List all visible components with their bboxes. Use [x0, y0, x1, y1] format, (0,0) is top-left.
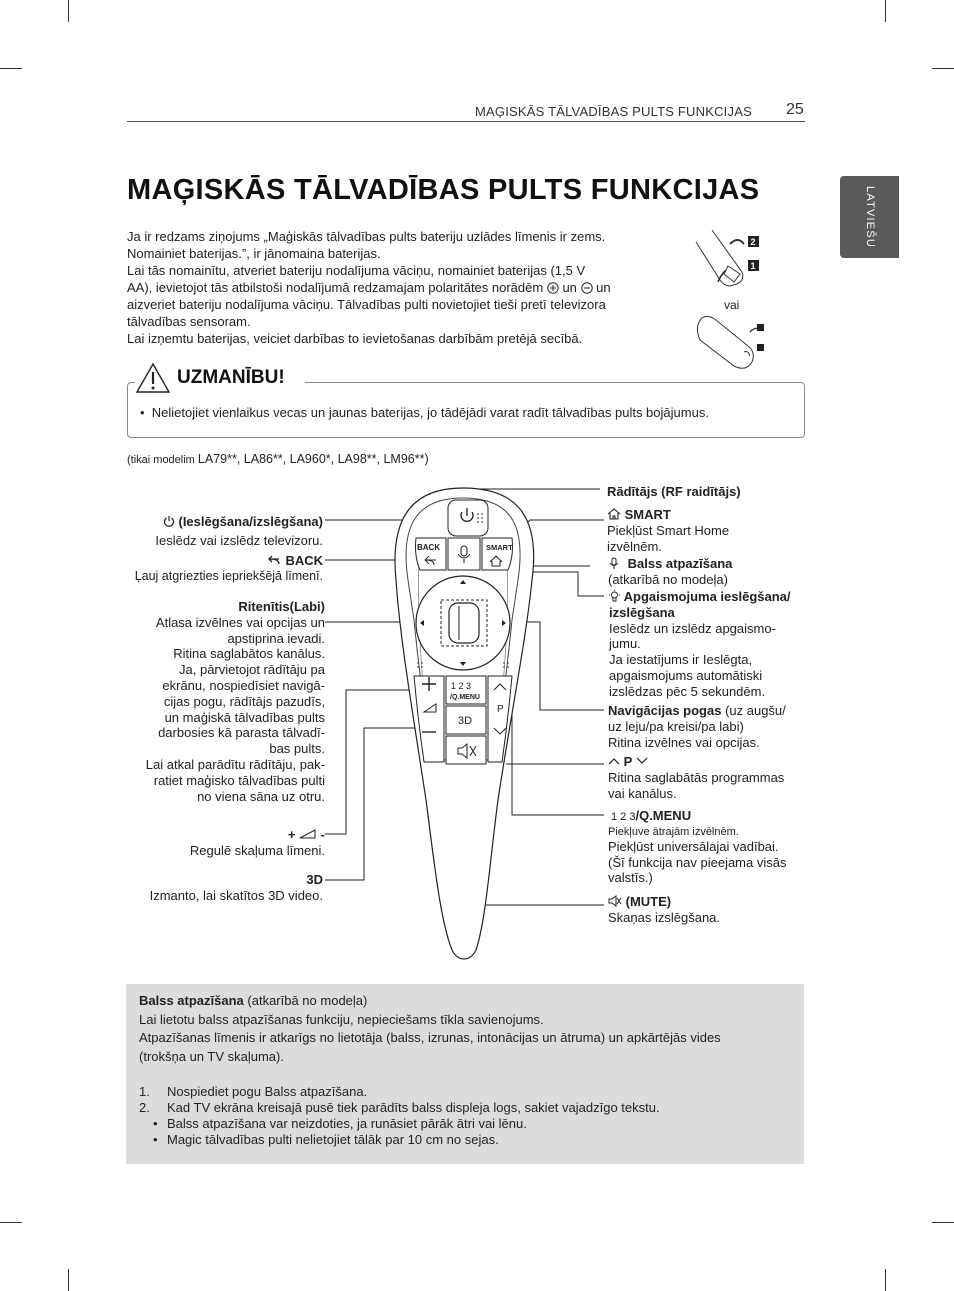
power-icon — [163, 515, 175, 527]
voice-bullet — [139, 1132, 799, 1148]
light-bulb-icon — [609, 590, 620, 602]
crop-mark — [885, 1269, 886, 1291]
back-desc: Ļauj atgriezties iepriekšējā līmenī. — [134, 568, 323, 583]
volume-label — [100, 827, 325, 859]
nav-title-rest: (uz augšu/ — [721, 703, 786, 718]
crop-mark — [0, 1222, 22, 1223]
back-title: BACK — [285, 553, 323, 568]
wheel-line: bas pults. — [269, 741, 325, 757]
wheel-line: no viena sāna uz otru. — [197, 788, 325, 804]
threed-button[interactable] — [446, 706, 486, 734]
crop-mark — [932, 1222, 954, 1223]
step-badge-1: 1 — [750, 261, 756, 271]
qmenu-small-desc: Piekļuve ātrajām izvēlnēm. — [608, 825, 739, 838]
chevron-up-icon — [608, 757, 620, 765]
mute-title: (MUTE) — [625, 894, 672, 909]
light-line: Ja iestatījums ir Ieslēgta, — [609, 652, 753, 668]
spacer — [139, 1066, 799, 1084]
voice-info-content — [139, 992, 799, 1148]
mute-button[interactable] — [446, 736, 486, 764]
voice-step-num: 2. — [139, 1100, 150, 1115]
wheel-title: Ritenītis(Labi) — [238, 599, 325, 614]
intro-line-part: un — [562, 280, 577, 295]
channel-title-row — [608, 754, 784, 770]
light-label — [609, 589, 791, 700]
bullet-dot: • — [153, 1116, 158, 1131]
voice-info-p1: Lai lietotu balss atpazīšanas funkciju, nepieciešams tīkla savienojums. — [139, 1011, 544, 1027]
volume-plus-text: + — [287, 827, 296, 842]
channel-p-label: P — [497, 704, 504, 715]
voice-step — [139, 1100, 799, 1116]
crop-mark — [68, 1269, 69, 1291]
wheel-line: ekrānu, nospiedīsiet navigā- — [162, 677, 325, 693]
microphone-icon — [608, 557, 620, 570]
language-tab-label: LATVIEŠU — [863, 186, 876, 248]
wheel-line: un maģiskā tālvadības pults — [164, 709, 325, 725]
light-title: Apgaismojuma ieslēgšana/ — [623, 589, 791, 604]
smart-line: Piekļūst Smart Home — [607, 522, 730, 538]
light-line: izslēdzas pēc 5 sekundēm. — [609, 683, 766, 699]
intro-line-part: un — [596, 280, 611, 295]
bullet-dot: • — [153, 1132, 158, 1147]
threed-desc: Izmanto, lai skatītos 3D video. — [149, 887, 323, 903]
leader-line-vol — [325, 690, 424, 834]
light-line: apgaismojums automātiski — [609, 667, 763, 683]
wheel-label — [100, 599, 325, 804]
channel-line: vai kanālus. — [608, 785, 677, 801]
smart-title-row — [607, 507, 729, 523]
threed-label — [100, 872, 323, 904]
light-line: Ieslēdz un izslēdz apgaismo- — [609, 620, 776, 636]
intro-line-part: AA), ievietojot tās atbilstoši nodalījumā redzamajam polaritātes norādēm — [127, 280, 544, 295]
wheel-line: Ja, pārvietojot rādītāju pa — [179, 662, 325, 678]
volume-icon — [299, 829, 317, 839]
power-button[interactable] — [448, 500, 488, 536]
voice-title: Balss atpazīšana — [627, 556, 733, 571]
volume-desc: Regulē skaļuma līmeni. — [189, 842, 325, 858]
caution-bullet-text: Nelietojiet vienlaikus vecas un jaunas baterijas, jo tādējādi varat radīt tālvadības pults bojājumus. — [151, 405, 709, 420]
voice-title-row — [608, 556, 732, 572]
qmenu-button[interactable] — [446, 676, 486, 704]
voice-step-text: Nospiediet pogu Balss atpazīšana. — [167, 1084, 368, 1099]
caution-title: UZMANĪBU! — [171, 367, 295, 389]
pointer-title: Rādītājs (RF raidītājs) — [607, 484, 741, 499]
home-icon — [607, 508, 621, 520]
back-label — [100, 553, 323, 585]
wheel-line: cijas pogu, rādītājs pazudīs, — [163, 693, 325, 709]
running-header: MAĢISKĀS TĀLVADĪBAS PULTS FUNKCIJAS — [475, 104, 752, 119]
channel-title: P — [623, 754, 633, 769]
voice-bullet — [139, 1116, 799, 1132]
voice-step-num: 1. — [139, 1084, 150, 1099]
wheel-line: apstiprina ievadi. — [227, 630, 325, 646]
qmenu-title-row — [608, 808, 786, 826]
light-title-2: izslēgšana — [609, 604, 675, 620]
bullet-dot: • — [140, 405, 152, 420]
intro-line: Ja ir redzams ziņojums „Maģiskās tālvadības pults bateriju uzlādes līmenis ir zems. — [127, 229, 606, 244]
qmenu-line: (Šī funkcija nav pieejama visās — [608, 854, 787, 870]
wheel-line: Ritina saglabātos kanālus. — [173, 646, 325, 662]
qmenu-line: Piekļūst universālajai vadībai. — [608, 838, 779, 854]
page-number: 25 — [786, 101, 804, 118]
qmenu-label — [608, 808, 786, 886]
nav-title: Navigācijas pogas — [608, 703, 722, 718]
leader-line-light — [530, 572, 604, 596]
voice-step-text: Kad TV ekrāna kreisajā pusē tiek parādīts balss displeja logs, sakiet vajadzīgo tekstu. — [167, 1100, 660, 1115]
pointer-label — [607, 484, 741, 500]
intro-line: Lai tās nomainītu, atveriet bateriju nodalījuma vāciņu, nomainiet baterijas (1,5 V — [127, 263, 586, 278]
step-badge-2: 2 — [750, 237, 756, 247]
light-line: jumu. — [609, 636, 641, 652]
power-desc: Ieslēdz vai izslēdz televizoru. — [155, 532, 323, 548]
voice-desc: (atkarībā no modeļa) — [608, 571, 728, 587]
voice-button[interactable] — [448, 538, 480, 570]
wheel-line: ratiet maģisko tālvadības pulti — [153, 772, 325, 788]
mute-title-row — [608, 894, 720, 910]
back-title-row — [100, 553, 323, 569]
smart-button-label: SMART — [486, 543, 513, 552]
wheel-line: Lai atkal parādītu rādītāju, pak- — [145, 756, 325, 772]
back-button[interactable] — [416, 538, 447, 570]
nav-title-row — [608, 703, 786, 719]
nav-line: Ritina izvēlnes vai opcijas. — [608, 734, 760, 750]
back-arrow-icon — [266, 554, 282, 566]
models-note-list: LA79**, LA86**, LA960*, LA98**, LM96**) — [197, 452, 429, 466]
mute-desc: Skaņas izslēgšana. — [608, 909, 721, 925]
smart-title: SMART — [624, 507, 671, 522]
voice-info-box — [126, 984, 804, 1164]
power-title: (Ieslēgšana/izslēgšana) — [178, 514, 323, 529]
threed-title: 3D — [306, 872, 323, 887]
leader-line-nav — [512, 622, 604, 710]
qmenu-line: valstīs.) — [608, 870, 653, 886]
qmenu-digits-label: 1 2 3 — [451, 681, 472, 691]
mute-label — [608, 894, 720, 926]
chevron-down-icon — [636, 757, 648, 765]
models-note-prefix: (tikai modelim — [127, 454, 198, 466]
qmenu-digits: 1 2 3 — [611, 811, 636, 823]
power-label — [100, 514, 323, 549]
voice-bullet-text: Magic tālvadības pulti nelietojiet tālāk par 10 cm no sejas. — [167, 1132, 499, 1147]
channel-label — [608, 754, 784, 801]
or-label: vai — [724, 298, 740, 312]
volume-minus-text: - — [320, 827, 325, 842]
wheel-line: darbosies kā parasta tālvadī- — [158, 725, 325, 741]
intro-line: aizveriet bateriju nodalījuma vāciņu. Tālvadības pulti novietojiet tieši pretī televizora — [127, 297, 606, 312]
voice-info-title — [139, 992, 799, 1011]
channel-line: Ritina saglabātās programmas — [608, 769, 785, 785]
light-title-row — [609, 589, 791, 605]
page-title: MAĢISKĀS TĀLVADĪBAS PULTS FUNKCIJAS — [127, 174, 760, 206]
qmenu-label: /Q.MENU — [450, 694, 480, 701]
volume-title-row — [100, 827, 325, 843]
voice-bullet-text: Balss atpazīšana var neizdoties, ja runāsiet pārāk ātri vai lēnu. — [167, 1116, 527, 1131]
voice-info-title-bold: Balss atpazīšana — [139, 993, 244, 1008]
smart-label — [607, 507, 729, 554]
nav-label — [608, 703, 786, 750]
intro-line: tālvadības sensoram. — [127, 314, 251, 329]
voice-info-title-rest: (atkarībā no modeļa) — [243, 993, 368, 1008]
intro-line: Lai izņemtu baterijas, veiciet darbības to ievietošanas darbībām pretējā secībā. — [127, 331, 583, 346]
smart-line: izvēlnēm. — [607, 538, 662, 554]
voice-info-p2a: Atpazīšanas līmenis ir atkarīgs no lietotāja (balss, izrunas, intonācijas un ātruma) un apkārtējās vides — [139, 1030, 721, 1045]
voice-step — [139, 1084, 799, 1100]
back-button-label: BACK — [417, 543, 441, 552]
intro-line: Nomainiet baterijas.”, ir jānomaina baterijas. — [127, 246, 381, 261]
qmenu-title: /Q.MENU — [635, 808, 692, 823]
wheel-line: Atlasa izvēlnes vai opcijas un — [155, 614, 325, 630]
power-title-row — [100, 514, 323, 530]
nav-line: uz leju/pa kreisi/pa labi) — [608, 718, 744, 734]
voice-info-p2b: (trokšņa un TV skaļuma). — [139, 1048, 284, 1064]
voice-label — [608, 556, 732, 588]
threed-button-label: 3D — [458, 715, 473, 727]
smart-button[interactable] — [482, 538, 513, 570]
mute-icon — [608, 895, 622, 907]
